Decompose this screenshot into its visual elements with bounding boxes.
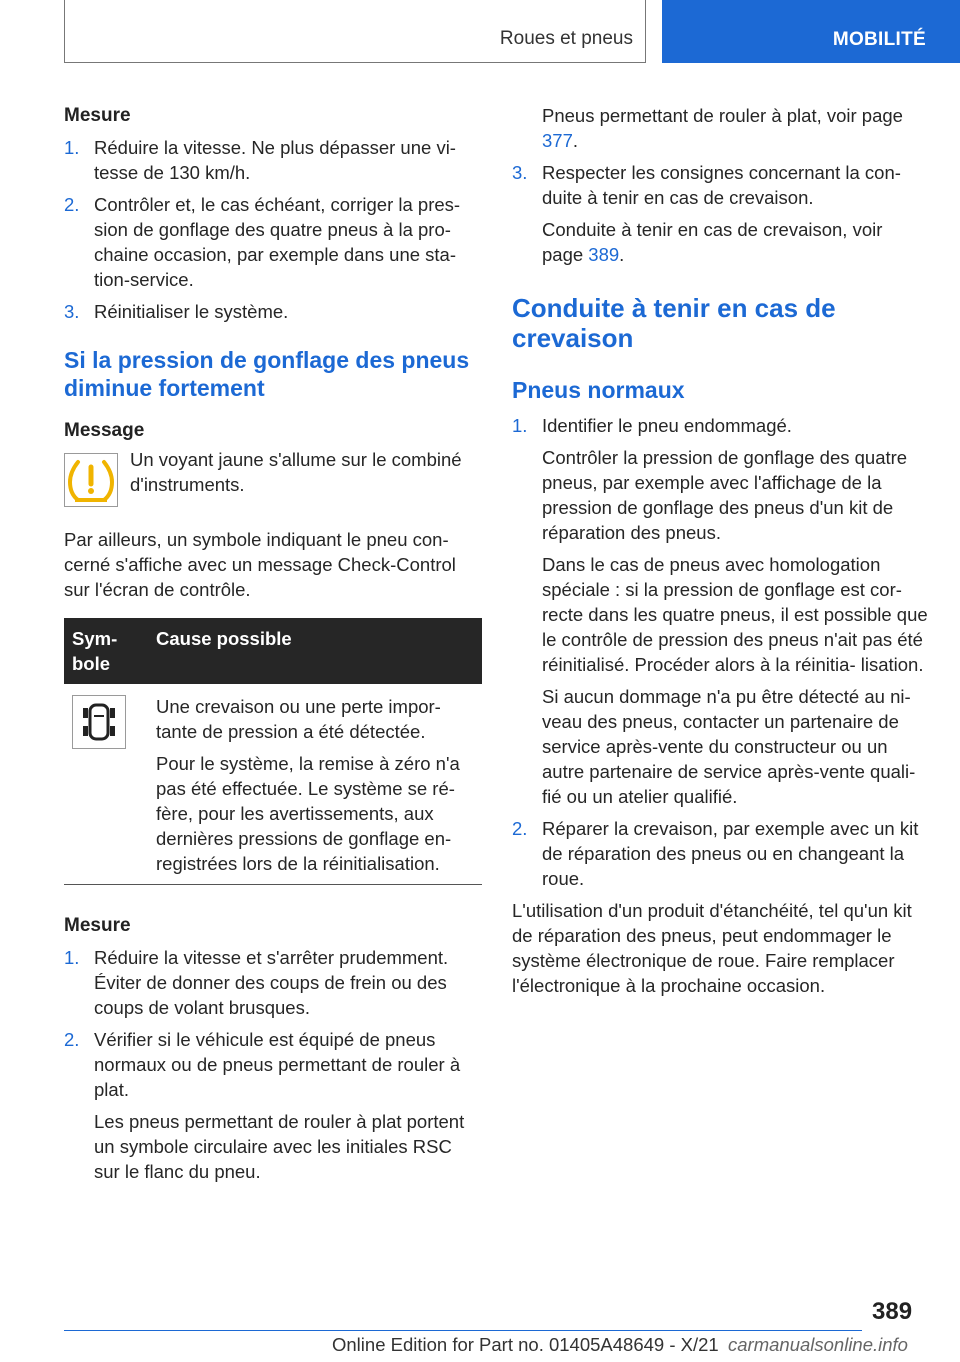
- header-section-title: Roues et pneus: [499, 28, 633, 49]
- step-text: Réparer la crevaison, par exemple avec un kit de réparation des pneus ou en changeant la roue.: [542, 818, 919, 889]
- header-chapter-title: MOBILITÉ: [832, 29, 926, 50]
- message-heading: Message: [64, 420, 145, 441]
- symbol-table: [64, 618, 482, 884]
- footer-divider: [64, 1330, 862, 1331]
- table-row: [64, 684, 482, 884]
- step-text: Réduire la vitesse et s'arrêter prudemment. Éviter de donner des coups de frein ou des coups de volant brusques.: [94, 947, 449, 1018]
- right-column: [512, 103, 928, 998]
- subsection-heading: Pneus normaux: [512, 377, 685, 403]
- step-extra: Dans le cas de pneus avec homologation spéciale : si la pression de gonflage est cor- recte dans les quatre pneus, il est possible que le contrôle de pression des pneus n'ait pas été réinitialisé. Procéder alors à la réinitia- lisation.: [542, 554, 928, 675]
- section-heading: Conduite à tenir en cas de crevaison: [512, 293, 836, 353]
- step-number: 2.: [64, 1029, 80, 1050]
- car-tire-symbol-icon: [72, 695, 126, 749]
- list-item: [64, 192, 482, 292]
- table-header-cause: Cause possible: [148, 618, 482, 684]
- step-text: Contrôler et, le cas échéant, corriger la pres- sion de gonflage des quatre pneus à la pro- chaine occasion, par exemple dans une sta- tion-service.: [94, 194, 461, 290]
- mesure-steps: [64, 945, 482, 1184]
- closing-paragraph: L'utilisation d'un produit d'étanchéité, tel qu'un kit de réparation des pneus, peut endommager le système électronique de roue. Faire remplacer l'électronique à la prochaine occasion.: [512, 900, 912, 996]
- list-item: [512, 816, 928, 891]
- header-chapter-tab: [662, 0, 960, 63]
- page-number: 389: [872, 1298, 913, 1325]
- list-item: [64, 945, 482, 1020]
- cause-text: Une crevaison ou une perte impor- tante de pression a été détectée.: [156, 696, 441, 742]
- continued-steps: [512, 103, 928, 267]
- step-number: 1.: [64, 137, 80, 158]
- table-header-row: [64, 618, 482, 684]
- list-item: [512, 103, 928, 153]
- table-cell-cause: [148, 684, 482, 884]
- step-extra: Si aucun dommage n'a pu être détecté au ni- veau des pneus, contacter un partenaire de service après-vente du constructeur ou un autre partenaire de service après-vente quali- fié ou un atelier qualifié.: [542, 686, 916, 807]
- step-number: 3.: [64, 301, 80, 322]
- step-text: Identifier le pneu endommagé.: [542, 415, 792, 436]
- flat-tire-steps: [512, 413, 928, 891]
- table-divider: [64, 884, 482, 885]
- step-text: Réinitialiser le système.: [94, 301, 289, 322]
- list-item: [512, 413, 928, 809]
- mesure-steps: [64, 135, 482, 324]
- footer-watermark: carmanualsonline.info: [728, 1334, 908, 1355]
- footer-edition: Online Edition for Part no. 01405A48649 - X/21: [332, 1334, 719, 1355]
- step-extra: Conduite à tenir en cas de crevaison, voir page 389.: [542, 219, 883, 265]
- step-extra: Les pneus permettant de rouler à plat portent un symbole circulaire avec les initiales RSC sur le flanc du pneu.: [94, 1111, 465, 1182]
- message-text: Un voyant jaune s'allume sur le combiné d'instruments.: [130, 449, 462, 495]
- step-number: 2.: [512, 818, 528, 839]
- list-item: [64, 135, 482, 185]
- list-item: [64, 299, 482, 324]
- page-link[interactable]: 389: [588, 244, 620, 265]
- list-item: [64, 1027, 482, 1184]
- mesure-heading: Mesure: [64, 105, 131, 126]
- step-extra: Contrôler la pression de gonflage des quatre pneus, par exemple avec l'affichage de la pression de gonflage des pneus d'un kit de réparation des pneus.: [542, 447, 908, 543]
- step-extra: Pneus permettant de rouler à plat, voir page 377.: [542, 105, 903, 151]
- step-text: Réduire la vitesse. Ne plus dépasser une vi- tesse de 130 km/h.: [94, 137, 456, 183]
- left-column: [64, 103, 482, 1184]
- list-item: [512, 160, 928, 267]
- step-number: 2.: [64, 194, 80, 215]
- table-header-symbol: Sym- bole: [64, 618, 148, 684]
- header-section-box: [64, 0, 646, 63]
- step-number: 1.: [64, 947, 80, 968]
- tire-pressure-warning-icon: [64, 453, 118, 507]
- cause-text: Pour le système, la remise à zéro n'a pas été effectuée. Le système se ré- fère, pour les avertissements, aux dernières pressions de gonflage en- registrées lors de la réinitialisation.: [156, 753, 460, 874]
- section-heading: Si la pression de gonflage des pneus diminue fortement: [64, 347, 470, 401]
- table-cell-symbol: [64, 684, 148, 884]
- step-number: 1.: [512, 415, 528, 436]
- step-text: Respecter les consignes concernant la con- duite à tenir en cas de crevaison.: [542, 162, 901, 208]
- body-paragraph: Par ailleurs, un symbole indiquant le pneu con- cerné s'affiche avec un message Check-Control sur l'écran de contrôle.: [64, 529, 456, 600]
- mesure-heading: Mesure: [64, 915, 131, 936]
- message-row: [64, 447, 482, 523]
- page-link[interactable]: 377: [542, 130, 573, 151]
- step-text: Vérifier si le véhicule est équipé de pneus normaux ou de pneus permettant de rouler à plat.: [94, 1029, 461, 1100]
- step-number: 3.: [512, 162, 528, 183]
